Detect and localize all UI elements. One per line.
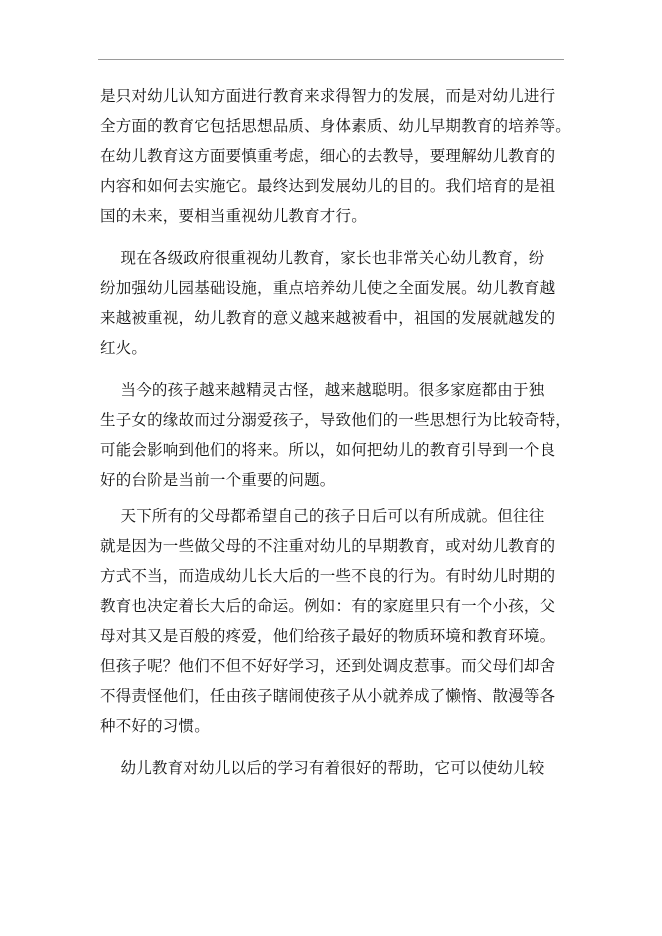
paragraph-2 <box>100 243 562 363</box>
text-line: 但孩子呢？他们不但不好好学习，还到处调皮惹事。而父母们却舍 <box>100 657 556 675</box>
text-line: 好的台阶是当前一个重要的问题。 <box>100 471 336 489</box>
text-line: 生子女的缘故而过分溺爱孩子，导致他们的一些思想行为比较奇特， <box>100 411 572 429</box>
paragraph-gap <box>100 231 562 243</box>
text-line: 纷加强幼儿园基础设施，重点培养幼儿使之全面发展。幼儿教育越 <box>100 279 556 297</box>
text-line: 幼儿教育对幼儿以后的学习有着很好的帮助，它可以使幼儿较 <box>100 759 545 777</box>
text-line: 不得责怪他们，任由孩子瞎闹使孩子从小就养成了懒惰、散漫等各 <box>100 687 556 705</box>
paragraph-1 <box>100 81 572 231</box>
paragraph-gap <box>100 741 562 753</box>
text-line: 种不好的习惯。 <box>100 717 210 735</box>
text-line: 内容和如何去实施它。最终达到发展幼儿的目的。我们培育的是祖 <box>100 177 556 195</box>
header-rule <box>98 59 564 60</box>
text-line: 方式不当，而造成幼儿长大后的一些不良的行为。有时幼儿时期的 <box>100 567 556 585</box>
text-line: 可能会影响到他们的将来。所以，如何把幼儿的教育引导到一个良 <box>100 441 556 459</box>
document-body <box>100 81 572 783</box>
text-line: 国的未来，要相当重视幼儿教育才行。 <box>100 207 367 225</box>
text-line: 天下所有的父母都希望自己的孩子日后可以有所成就。但往往 <box>100 507 545 525</box>
text-line: 母对其又是百般的疼爱，他们给孩子最好的物质环境和教育环境。 <box>100 627 556 645</box>
paragraph-gap <box>100 363 562 375</box>
text-line: 当今的孩子越来越精灵古怪，越来越聪明。很多家庭都由于独 <box>100 381 545 399</box>
text-line: 全方面的教育它包括思想品质、身体素质、幼儿早期教育的培养等。 <box>100 117 572 135</box>
text-line: 在幼儿教育这方面要慎重考虑，细心的去教导，要理解幼儿教育的 <box>100 147 556 165</box>
paragraph-4 <box>100 501 562 741</box>
text-line: 红火。 <box>100 339 148 357</box>
paragraph-3 <box>100 375 572 495</box>
text-line: 现在各级政府很重视幼儿教育，家长也非常关心幼儿教育，纷 <box>100 249 545 267</box>
text-line: 是只对幼儿认知方面进行教育来求得智力的发展，而是对幼儿进行 <box>100 87 556 105</box>
paragraph-5 <box>100 753 562 783</box>
text-line: 来越被重视，幼儿教育的意义越来越被看中，祖国的发展就越发的 <box>100 309 556 327</box>
text-line: 教育也决定着长大后的命运。例如：有的家庭里只有一个小孩，父 <box>100 597 556 615</box>
text-line: 就是因为一些做父母的不注重对幼儿的早期教育，或对幼儿教育的 <box>100 537 556 555</box>
